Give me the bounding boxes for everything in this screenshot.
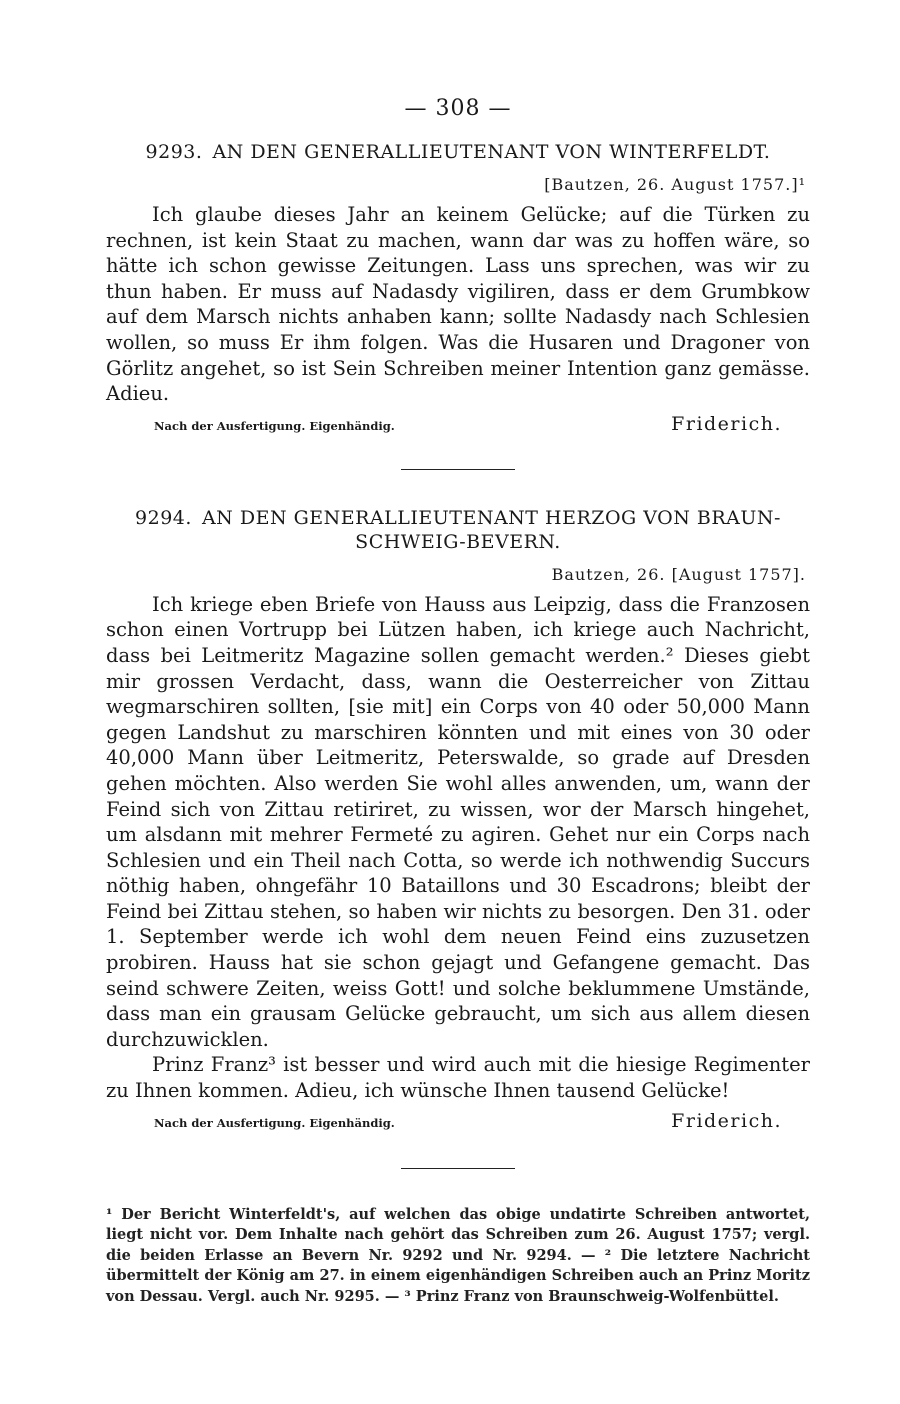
source-note: Nach der Ausfertigung. Eigenhändig.: [154, 1115, 395, 1130]
letter-paragraph: Prinz Franz³ ist besser und wird auch mit die hiesige Regimenter zu Ihnen kommen. Adieu, ich wünsche Ihnen tausend Gelücke!: [106, 1053, 810, 1103]
letter-paragraph: Ich kriege eben Briefe von Hauss aus Leipzig, dass die Franzosen schon einen Vortrupp bei Lützen haben, ich kriege auch Nachricht, dass bei Leitmeritz Magazine sollen gemacht werden.² Dieses giebt mir grossen Verdacht, dass, wann die Oesterreicher von Zittau wegmarschiren sollten, [sie mit] ein Corps von 40 oder 50,000 Mann gegen Landshut zu marschiren könnten und mit eines von 30 oder 40,000 Mann über Leitmeritz, Peterswalde, so grade auf Dresden gehen möchten. Also werden Sie wohl alles anwenden, um, wann der Feind sich von Zittau retiriret, zu wissen, wor der Marsch hingehet, um alsdann mit mehrer Fermeté zu agiren. Gehet nur ein Corps nach Schlesien und ein Theil nach Cotta, so werde ich nothwendig Succurs nöthig haben, ohngefähr 10 Bataillons und 30 Escadrons; bleibt der Feind bei Zittau stehen, so haben wir nichts zu besorgen. Den 31. oder 1. September werde ich wohl dem neuen Feind eins zuzusetzen probiren. Hauss hat sie schon gejagt und Gefangene gemacht. Das seind schwere Zeiten, weiss Gott! und solche beklummene Umstände, dass man ein grausam Gelücke gebraucht, um sich aus allem diesen durchzuwicklen.: [106, 592, 810, 1051]
footnotes: ¹ Der Bericht Winterfeldt's, auf welchen das obige undatirte Schreiben antwortet, liegt nicht vor. Dem Inhalte nach gehört das Schreiben zum 26. August 1757; vergl. die beiden Erlasse an Bevern Nr. 9292 und Nr. 9294. — ² Die letztere Nachricht übermittelt der König am 27. in einem eigenhändigen Schreiben auch an Prinz Moritz von Dessau. Vergl. auch Nr. 9295. — ³ Prinz Franz von Braunschweig-Wolfenbüttel.: [106, 1205, 810, 1305]
letter-dateline: Bautzen, 26. [August 1757].: [551, 564, 806, 584]
letter-9293: [106, 140, 810, 435]
letter-recipient-line-1: AN DEN GENERALLIEUTENANT HERZOG VON BRAUN-: [201, 506, 781, 529]
letter-heading: [106, 506, 810, 554]
letter-signature-line: [106, 413, 810, 435]
letter-signature-line: [106, 1110, 810, 1132]
letter-recipient-line-2: SCHWEIG-BEVERN.: [355, 530, 561, 553]
signature: Friderich.: [671, 1109, 782, 1132]
page-number: — 308 —: [404, 96, 512, 121]
letter-9294: [106, 506, 810, 1132]
section-divider: [401, 469, 515, 470]
footnote-divider: [401, 1168, 515, 1169]
source-note: Nach der Ausfertigung. Eigenhändig.: [154, 418, 395, 433]
letter-recipient: AN DEN GENERALLIEUTENANT VON WINTERFELDT.: [212, 141, 771, 163]
letter-dateline: [Bautzen, 26. August 1757.]¹: [544, 175, 806, 194]
document-page: [106, 92, 810, 1307]
signature: Friderich.: [671, 412, 782, 435]
letter-number: 9294.: [135, 506, 192, 529]
letter-number: 9293.: [145, 141, 203, 163]
letter-paragraph: Ich glaube dieses Jahr an keinem Gelücke; auf die Türken zu rechnen, ist kein Staat zu machen, wann dar was zu hoffen wäre, so hätte ich schon gewisse Zeitungen. Lass uns sprechen, was wir zu thun haben. Er muss auf Nadasdy vigiliren, dass er dem Grumbkow auf dem Marsch nichts anhaben kann; sollte Nadasdy nach Schlesien wollen, so muss Er ihm folgen. Was die Husaren und Dragoner von Görlitz angehet, so ist Sein Schreiben meiner Intention ganz gemässe. Adieu.: [106, 203, 810, 406]
letter-heading: [106, 140, 810, 164]
